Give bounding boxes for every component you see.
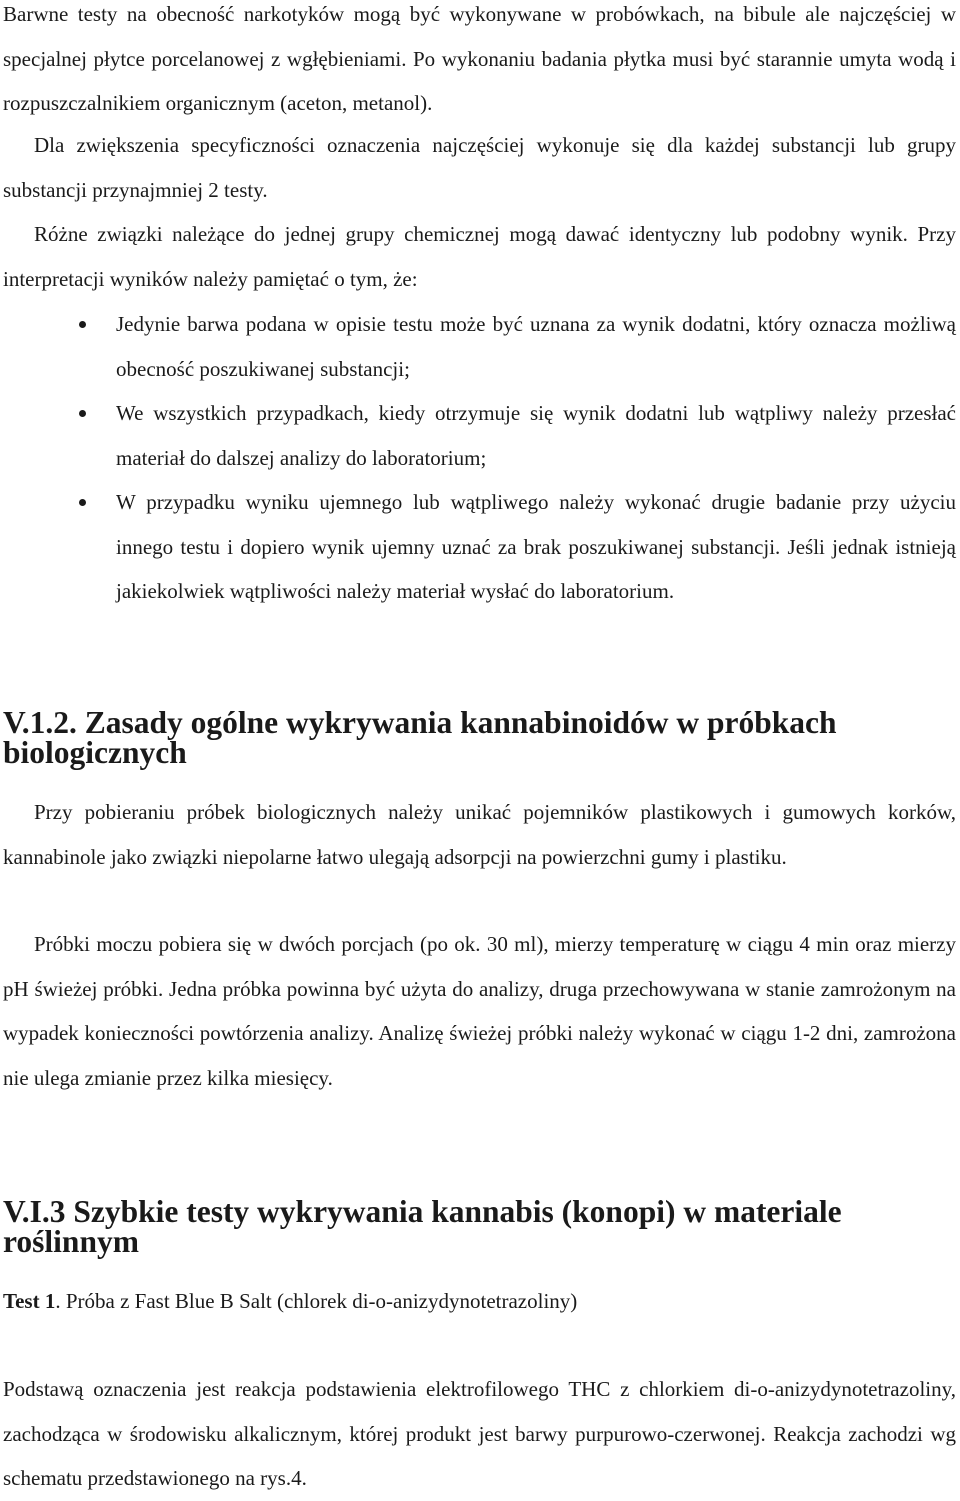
paragraph-specificity: Dla zwiększenia specyficzności oznaczenia najczęściej wykonuje się dla każdej substancji lub grupy substancji przynajmniej 2 testy. <box>3 133 956 202</box>
list-item-text: W przypadku wyniku ujemnego lub wątpliwego należy wykonać drugie badanie przy użyciu innego testu i dopiero wynik ujemny uznać za brak poszukiwanej substancji. Jeśli jednak istnieją jakiekolwiek wątpliwości należy materiał wysłać do laboratorium. <box>116 490 956 603</box>
paragraph-sampling: Przy pobieraniu próbek biologicznych należy unikać pojemników plastikowych i gumowych korków, kannabinole jako związki niepolarne łatwo ulegają adsorpcji na powierzchni gumy i plastiku. <box>3 800 956 869</box>
list-item <box>116 302 956 391</box>
bullet-icon <box>79 499 86 506</box>
list-item <box>116 391 956 480</box>
list-item-text: We wszystkich przypadkach, kiedy otrzymuje się wynik dodatni lub wątpliwy należy przesłać materiał do dalszej analizy do laboratorium; <box>116 401 956 470</box>
paragraph-reaction: Podstawą oznaczenia jest reakcja podstawienia elektrofilowego THC z chlorkiem di-o-anizydynotetrazoliny, zachodząca w środowisku alkalicznym, której produkt jest barwy purpurowo-czerwonej. Reakcja zachodzi wg schematu przedstawionego na rys.4. <box>3 1377 956 1490</box>
bullet-icon <box>79 410 86 417</box>
list-item-text: Jedynie barwa podana w opisie testu może być uznana za wynik dodatni, który oznacza możliwą obecność poszukiwanej substancji; <box>116 312 956 381</box>
paragraph-interpretation: Różne związki należące do jednej grupy chemicznej mogą dawać identyczny lub podobny wynik. Przy interpretacji wyników należy pamiętać o tym, że: <box>3 222 956 291</box>
list-item <box>116 480 956 614</box>
bullet-icon <box>79 321 86 328</box>
paragraph-urine-samples: Próbki moczu pobiera się w dwóch porcjach (po ok. 30 ml), mierzy temperaturę w ciągu 4 min oraz mierzy pH świeżej próbki. Jedna próbka powinna być użyta do analizy, druga przechowywana w stanie zamrożonym na wypadek konieczności powtórzenia analizy. Analizę świeżej próbki należy wykonać w ciągu 1-2 dni, zamrożona nie ulega zmianie przez kilka miesięcy. <box>3 932 956 1090</box>
interpretation-list <box>0 302 960 614</box>
section-heading-v12: V.1.2. Zasady ogólne wykrywania kannabinoidów w próbkach biologicznych <box>3 705 837 770</box>
section-heading-vi3: V.I.3 Szybkie testy wykrywania kannabis (konopi) w materiale roślinnym <box>3 1194 842 1259</box>
paragraph-color-tests: Barwne testy na obecność narkotyków mogą być wykonywane w probówkach, na bibule ale najczęściej w specjalnej płytce porcelanowej z wgłębieniami. Po wykonaniu badania płytka musi być starannie umyta wodą i rozpuszczalnikiem organicznym (aceton, metanol). <box>3 2 956 115</box>
test-description: . Próba z Fast Blue B Salt (chlorek di-o-anizydynotetrazoliny) <box>55 1289 578 1313</box>
test-1-title <box>3 1286 956 1316</box>
test-label: Test 1 <box>3 1289 56 1313</box>
